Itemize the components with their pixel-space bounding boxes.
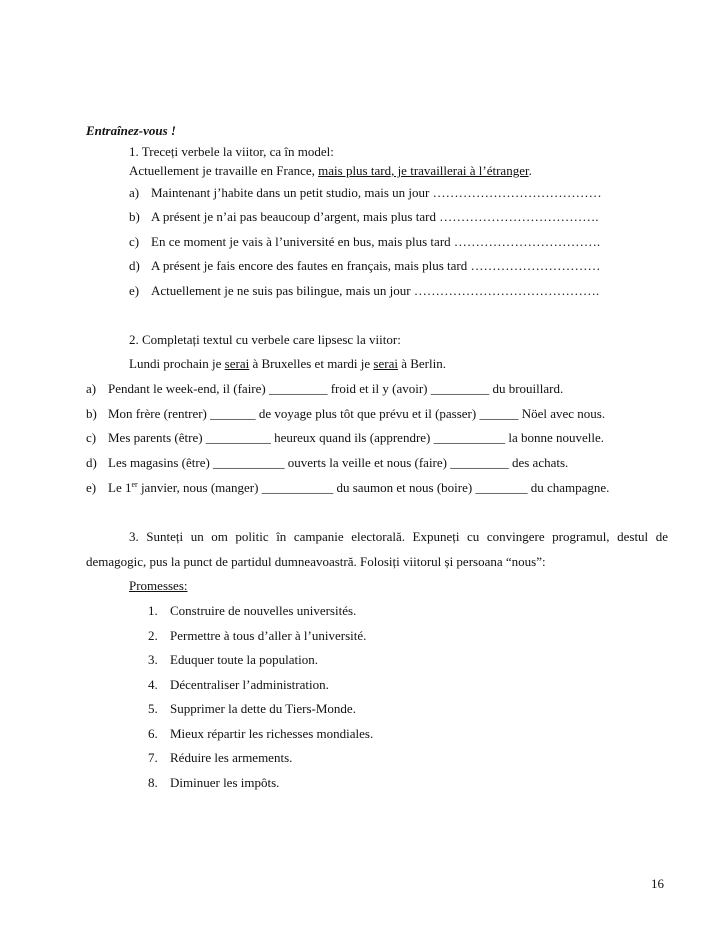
item-text: Mon frère (rentrer) _______ de voyage plus tôt que prévu et il (passer) ______ Nöel avec nous. [108,406,606,421]
exercise-1-item [129,209,598,225]
ordinal-superscript: er [131,480,138,489]
item-marker: a) [86,381,97,396]
model-answer: serai [224,356,250,371]
exercise-2-item [86,381,563,397]
promesse-item [148,652,318,668]
model-answer: mais plus tard, je travaillerai à l’étranger [318,163,529,178]
item-text: Eduquer toute la population. [170,652,319,667]
promesse-item [148,726,373,742]
item-marker: a) [129,185,140,200]
item-text: A présent je n’ai pas beaucoup d’argent, mais plus tard ………………………………. [151,209,599,224]
item-marker: 2. [148,628,158,643]
exercise-1-item [129,258,600,274]
item-text: Supprimer la dette du Tiers-Monde. [170,701,356,716]
item-text: Les magasins (être) ___________ ouverts la veille et nous (faire) _________ des achats. [108,455,569,470]
item-marker: 3. [148,652,158,667]
item-marker: e) [129,283,140,298]
item-text-pre: Le 1 [108,480,132,495]
page-number: 16 [651,876,664,891]
exercise-1-heading: 1. Treceți verbele la viitor, ca în model: [129,144,334,159]
item-marker: 8. [148,775,158,790]
section-title: Entraînez-vous ! [86,123,176,138]
item-text-post: janvier, nous (manger) ___________ du saumon et nous (boire) ________ du champagne. [137,480,610,495]
promesse-item [148,775,279,791]
item-marker: 4. [148,677,158,692]
model-text: Lundi prochain je [129,356,225,371]
promesse-item [148,628,366,644]
item-text: Permettre à tous d’aller à l’université. [170,628,367,643]
item-text: Construire de nouvelles universités. [170,603,357,618]
exercise-1-item [129,234,600,250]
model-prefix: Actuellement je travaille en France, [129,163,319,178]
item-marker: e) [86,480,97,495]
exercise-3-heading-line-2: demagogic, pus la punct de partidul dumneavoastră. Folosiți viitorul și persoana “nous”: [86,554,546,569]
item-text: Pendant le week-end, il (faire) _________ froid et il y (avoir) _________ du brouillard. [108,381,564,396]
exercise-2-item [86,455,568,471]
item-marker: d) [86,455,97,470]
item-text: A présent je fais encore des fautes en français, mais plus tard ………………………… [151,258,601,273]
item-marker: b) [129,209,140,224]
item-text: Décentraliser l’administration. [170,677,329,692]
promesse-item [148,677,329,693]
model-suffix: . [528,163,532,178]
item-text: Réduire les armements. [170,750,293,765]
item-marker: 5. [148,701,158,716]
item-marker: b) [86,406,97,421]
exercise-2-heading: 2. Completați textul cu verbele care lipsesc la viitor: [129,332,401,347]
exercise-2-item [86,406,605,422]
exercise-2-item [86,480,609,496]
item-marker: c) [129,234,140,249]
item-marker: c) [86,430,97,445]
exercise-1-item [129,185,602,201]
promesse-item [148,603,356,619]
promesses-label: Promesses: [129,578,188,593]
model-answer: serai [373,356,398,371]
exercise-2-model [129,356,446,372]
item-marker: 7. [148,750,158,765]
model-text: à Bruxelles et mardi je [249,356,374,371]
item-marker: 6. [148,726,158,741]
exercise-3-heading-line-1: 3. Sunteți un om politic în campanie electorală. Expuneți cu convingere programul, destul de [129,529,668,544]
exercise-2-item [86,430,604,446]
item-marker: d) [129,258,140,273]
item-text: Mes parents (être) __________ heureux quand ils (apprendre) ___________ la bonne nouvelle. [108,430,605,445]
promesse-item [148,750,292,766]
item-text: Actuellement je ne suis pas bilingue, mais un jour ……………………………………. [151,283,600,298]
model-text: à Berlin. [397,356,446,371]
item-text: Diminuer les impôts. [170,775,280,790]
item-text: Mieux répartir les richesses mondiales. [170,726,374,741]
exercise-1-item [129,283,599,299]
item-marker: 1. [148,603,158,618]
exercise-1-model [129,163,532,179]
promesse-item [148,701,356,717]
item-text: Maintenant j’habite dans un petit studio, mais un jour ………………………………… [151,185,602,200]
item-text: En ce moment je vais à l’université en bus, mais plus tard ……………………………. [151,234,601,249]
